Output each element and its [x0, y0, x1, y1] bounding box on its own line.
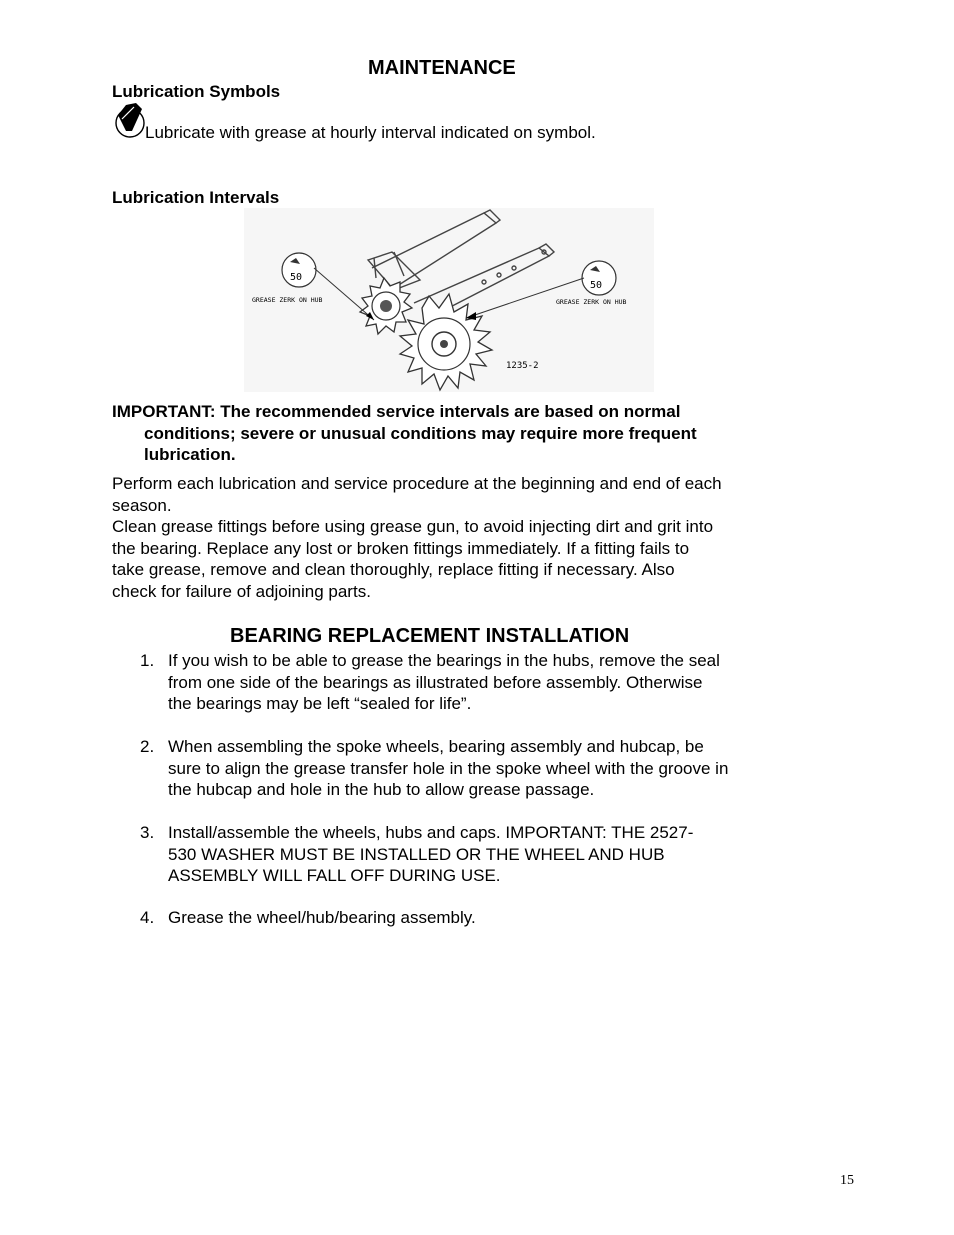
- step-number: 4.: [140, 908, 155, 927]
- frame-arm-upper: [368, 210, 500, 290]
- important-line-3: lubrication.: [144, 445, 236, 464]
- step-3: [140, 822, 820, 912]
- important-line-1: IMPORTANT: The recommended service intervals are based on normal: [112, 402, 681, 421]
- lubrication-figure: [244, 208, 654, 392]
- p1-line-2: season.: [112, 495, 172, 515]
- bearing-heading: BEARING REPLACEMENT INSTALLATION: [230, 625, 630, 647]
- lubrication-intervals-heading: Lubrication Intervals: [112, 188, 280, 207]
- lubrication-symbol-text: Lubricate with grease at hourly interval indicated on symbol.: [145, 123, 596, 142]
- step-number: 2.: [140, 737, 155, 756]
- callout-left: [282, 253, 374, 320]
- spoke-wheel-front: [400, 294, 492, 390]
- grease-gun-symbol-icon: [112, 101, 148, 141]
- figure-id: 1235-2: [506, 361, 539, 371]
- callout-left-label: GREASE ZERK ON HUB: [252, 296, 323, 304]
- page-title: MAINTENANCE: [368, 57, 516, 79]
- page-number: 15: [840, 1173, 854, 1188]
- step-4: [140, 907, 820, 937]
- step-line: the hubcap and hole in the hub to allow grease passage.: [168, 780, 595, 799]
- step-line: from one side of the bearings as illustrated before assembly. Otherwise: [168, 672, 703, 692]
- step-number: 1.: [140, 651, 155, 670]
- step-line: Install/assemble the wheels, hubs and caps. IMPORTANT: THE 2527-: [168, 823, 694, 842]
- p2-line-4: check for failure of adjoining parts.: [112, 581, 371, 601]
- important-note: [112, 401, 792, 466]
- step-1: [140, 650, 820, 740]
- step-line: Grease the wheel/hub/bearing assembly.: [168, 908, 476, 927]
- service-paragraphs: [112, 473, 812, 602]
- step-number: 3.: [140, 823, 155, 842]
- callout-left-hours: 50: [290, 272, 303, 283]
- step-line: ASSEMBLY WILL FALL OFF DURING USE.: [168, 866, 501, 885]
- step-line: If you wish to be able to grease the bearings in the hubs, remove the seal: [168, 651, 720, 670]
- step-line: the bearings may be left “sealed for life”.: [168, 694, 472, 713]
- callout-right-label: GREASE ZERK ON HUB: [556, 298, 627, 306]
- step-line: sure to align the grease transfer hole in the spoke wheel with the groove in: [168, 758, 729, 778]
- callout-right-hours: 50: [590, 280, 603, 291]
- lubrication-symbols-heading: Lubrication Symbols: [112, 82, 281, 101]
- important-line-2: conditions; severe or unusual conditions may require more frequent: [144, 423, 697, 443]
- step-line: When assembling the spoke wheels, bearing assembly and hubcap, be: [168, 737, 704, 756]
- p1-line-1: Perform each lubrication and service procedure at the beginning and end of each: [112, 474, 722, 493]
- step-2: [140, 736, 820, 826]
- p2-line-2: the bearing. Replace any lost or broken fittings immediately. If a fitting fails to: [112, 538, 690, 558]
- p2-line-1: Clean grease fittings before using grease gun, to avoid injecting dirt and grit into: [112, 517, 714, 536]
- step-line: 530 WASHER MUST BE INSTALLED OR THE WHEEL AND HUB: [168, 844, 665, 864]
- p2-line-3: take grease, remove and clean thoroughly, replace fitting if necessary. Also: [112, 560, 675, 579]
